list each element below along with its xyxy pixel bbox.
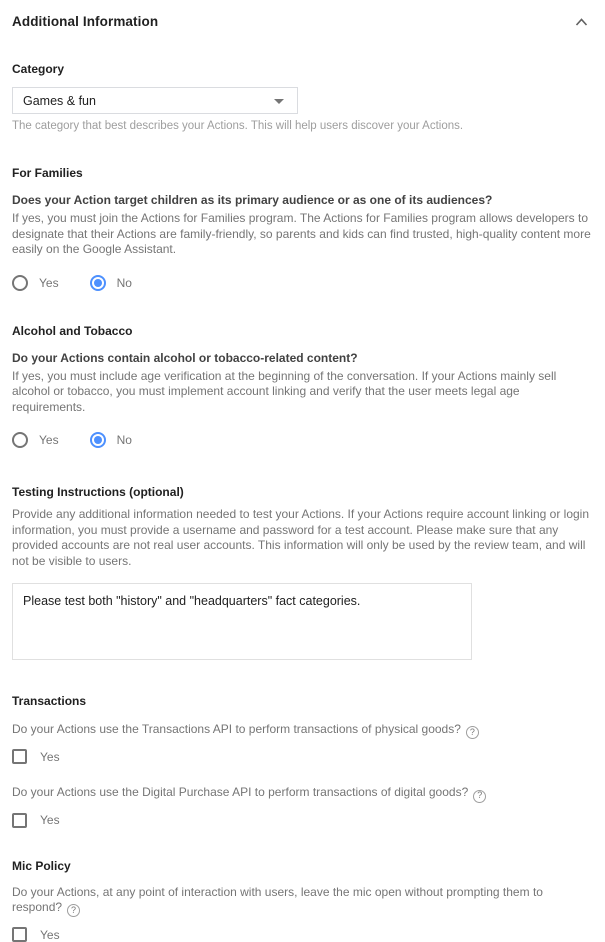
help-icon[interactable]: ? [473,790,486,803]
mic-policy-checkbox-yes[interactable] [12,927,592,942]
checkbox-icon [12,927,27,942]
alcohol-tobacco-radio-yes[interactable] [12,432,59,448]
checkbox-label: Yes [40,927,60,942]
dropdown-caret-icon [274,99,284,104]
transactions-physical-checkbox-yes[interactable] [12,749,592,764]
collapse-button[interactable] [571,12,592,31]
testing-instructions-title: Testing Instructions (optional) [12,485,184,499]
mic-policy-title: Mic Policy [12,858,71,873]
panel-title: Additional Information [12,14,159,29]
question-text: Do your Actions use the Transactions API to perform transactions of physical goods? [12,722,461,736]
panel-header [12,14,592,31]
transactions-question-physical [12,722,592,739]
category-label: Category [12,62,65,76]
radio-icon [12,275,28,291]
checkbox-label: Yes [40,749,60,764]
alcohol-tobacco-radio-no[interactable] [90,432,132,448]
question-text: Do your Actions use the Digital Purchase API to perform transactions of digital goods? [12,785,469,800]
help-icon[interactable]: ? [67,904,80,917]
transactions-question-digital [12,785,592,802]
for-families-title: For Families [12,166,83,180]
chevron-up-icon [575,18,588,26]
checkbox-icon [12,749,27,764]
category-helper-text: The category that best describes your Actions. This will help users discover your Actions. [12,120,464,132]
radio-icon [12,432,28,448]
mic-policy-question [12,885,570,918]
transactions-title: Transactions [12,694,87,708]
radio-label: Yes [39,433,59,447]
radio-label: Yes [39,275,59,290]
testing-instructions-textarea[interactable] [12,583,472,660]
for-families-description: If yes, you must join the Actions for Families program. The Actions for Families program allows developers to designate that their Actions are family-friendly, so parents and kids can find trusted, high-quality content more easily on the Google Assistant. [12,211,591,256]
alcohol-tobacco-description: If yes, you must include age verification at the beginning of the conversation. If your Actions mainly sell alcohol or tobacco, you must implement account linking and verify that the user meets legal age requirements. [12,368,557,414]
category-selected-value: Games & fun [23,93,96,108]
for-families-question: Does your Action target children as its primary audience or as one of its audiences? [12,193,493,207]
alcohol-tobacco-title: Alcohol and Tobacco [12,323,133,338]
question-text: Do your Actions, at any point of interaction with users, leave the mic open without prompting them to respond? [12,884,543,914]
radio-icon [90,432,106,448]
checkbox-icon [12,813,27,828]
testing-instructions-description: Provide any additional information needed to test your Actions. If your Actions require account linking or login information, you must provide a username and password for a test account. Please make sure that any provided accounts are not real user accounts. This information will only be used by the review team, and will not be visible to users. [12,507,590,568]
help-icon[interactable]: ? [466,726,479,739]
radio-icon [90,275,106,291]
for-families-radio-yes[interactable] [12,275,59,291]
for-families-radio-no[interactable] [90,275,132,291]
alcohol-tobacco-radio-group [12,432,592,448]
radio-label: No [116,275,132,290]
transactions-digital-checkbox-yes[interactable] [12,813,592,828]
category-select[interactable] [12,87,298,114]
checkbox-label: Yes [40,813,60,827]
for-families-radio-group [12,275,592,291]
alcohol-tobacco-question: Do your Actions contain alcohol or tobacco-related content? [12,350,358,365]
radio-label: No [116,433,132,447]
